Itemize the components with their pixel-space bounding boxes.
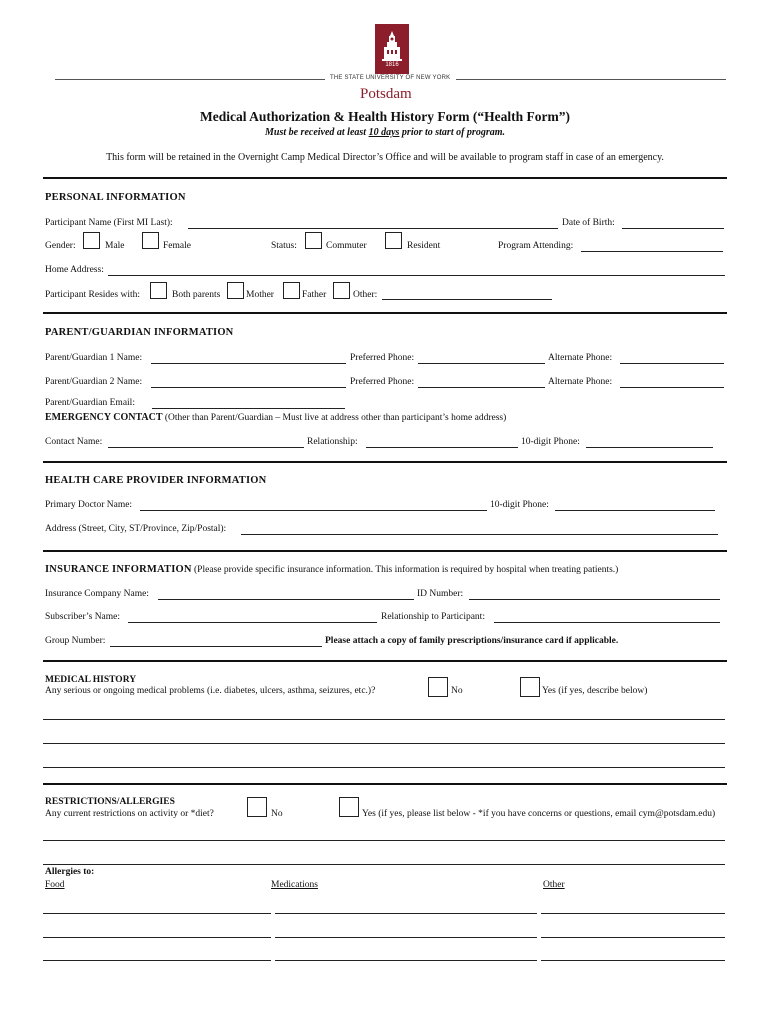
pg1-preferred-field[interactable] xyxy=(418,363,545,364)
pg2-preferred-label: Preferred Phone: xyxy=(350,377,415,387)
food-allergy-line[interactable] xyxy=(43,913,271,914)
id-number-field[interactable] xyxy=(469,599,720,600)
section-divider xyxy=(43,783,727,785)
male-checkbox[interactable] xyxy=(83,232,100,249)
insurance-note: (Please provide specific insurance information. This information is required by hospital when treating patients.) xyxy=(194,565,619,575)
commuter-label: Commuter xyxy=(326,241,367,251)
resident-label: Resident xyxy=(407,241,441,251)
medical-yes-checkbox[interactable] xyxy=(520,677,540,697)
medications-column-label: Medications xyxy=(271,880,318,890)
food-allergy-line[interactable] xyxy=(43,960,271,961)
provider-address-field[interactable] xyxy=(241,534,718,535)
medical-describe-line[interactable] xyxy=(43,767,725,768)
father-checkbox[interactable] xyxy=(283,282,300,299)
other-column-label: Other xyxy=(543,880,565,890)
participant-name-field[interactable] xyxy=(188,228,558,229)
restrictions-yes-label: Yes (if yes, please list below - *if you have concerns or questions, email cym@potsdam.edu) xyxy=(362,809,716,819)
attach-note: Please attach a copy of family prescriptions/insurance card if applicable. xyxy=(325,636,619,646)
subtitle-post: prior to start of program. xyxy=(399,127,505,138)
provider-heading: HEALTH CARE PROVIDER INFORMATION xyxy=(45,475,267,486)
pg1-preferred-label: Preferred Phone: xyxy=(350,353,415,363)
parent-heading: PARENT/GUARDIAN INFORMATION xyxy=(45,327,234,338)
restrictions-no-checkbox[interactable] xyxy=(247,797,267,817)
header-rule-left xyxy=(55,79,325,80)
other-allergy-line[interactable] xyxy=(541,960,725,961)
dob-label: Date of Birth: xyxy=(562,218,615,228)
other-label: Other: xyxy=(353,290,378,300)
medical-no-checkbox[interactable] xyxy=(428,677,448,697)
restrictions-yes-checkbox[interactable] xyxy=(339,797,359,817)
emergency-note: (Other than Parent/Guardian – Must live at address other than participant’s home address) xyxy=(164,413,507,423)
insurance-company-label: Insurance Company Name: xyxy=(45,589,149,599)
mother-checkbox[interactable] xyxy=(227,282,244,299)
resident-checkbox[interactable] xyxy=(385,232,402,249)
mother-label: Mother xyxy=(246,290,274,300)
contact-relationship-label: Relationship: xyxy=(307,437,358,447)
medical-describe-line[interactable] xyxy=(43,743,725,744)
other-field[interactable] xyxy=(382,299,552,300)
restrictions-describe-line[interactable] xyxy=(43,840,725,841)
commuter-checkbox[interactable] xyxy=(305,232,322,249)
pg1-label: Parent/Guardian 1 Name: xyxy=(45,353,143,363)
group-number-label: Group Number: xyxy=(45,636,106,646)
restrictions-question: Any current restrictions on activity or *diet? xyxy=(45,809,214,819)
section-divider xyxy=(43,550,727,552)
form-title: Medical Authorization & Health History Form (“Health Form”) xyxy=(199,109,571,124)
pg2-preferred-field[interactable] xyxy=(418,387,545,388)
emergency-heading-row xyxy=(45,412,506,423)
section-divider xyxy=(43,660,727,662)
personal-heading: PERSONAL INFORMATION xyxy=(45,192,186,203)
pg2-alternate-label: Alternate Phone: xyxy=(548,377,613,387)
subscriber-field[interactable] xyxy=(128,622,377,623)
medical-no-label: No xyxy=(451,686,463,696)
program-label: Program Attending: xyxy=(498,241,574,251)
home-address-label: Home Address: xyxy=(45,265,104,275)
food-column-label: Food xyxy=(45,880,65,890)
section-divider xyxy=(43,177,727,179)
campus-name: Potsdam xyxy=(360,86,412,102)
provider-address-label: Address (Street, City, ST/Province, Zip/Postal): xyxy=(45,524,227,534)
medical-heading: MEDICAL HISTORY xyxy=(45,675,137,685)
subtitle-days: 10 days xyxy=(368,127,400,138)
pg1-alternate-field[interactable] xyxy=(620,363,724,364)
other-allergy-line[interactable] xyxy=(541,913,725,914)
pg2-label: Parent/Guardian 2 Name: xyxy=(45,377,143,387)
retention-notice: This form will be retained in the Overnight Camp Medical Director’s Office and will be available to program staff in case of an emergency. xyxy=(106,152,664,163)
section-divider xyxy=(43,461,727,463)
pg1-alternate-label: Alternate Phone: xyxy=(548,353,613,363)
restrictions-heading: RESTRICTIONS/ALLERGIES xyxy=(45,797,175,807)
contact-phone-field[interactable] xyxy=(586,447,713,448)
university-name: THE STATE UNIVERSITY OF NEW YORK xyxy=(330,75,451,81)
restrictions-no-label: No xyxy=(271,809,283,819)
female-label: Female xyxy=(163,241,191,251)
pg-email-label: Parent/Guardian Email: xyxy=(45,398,135,408)
both-parents-label: Both parents xyxy=(172,290,221,300)
logo-year: 1816 xyxy=(385,62,399,68)
status-label: Status: xyxy=(271,241,297,251)
participant-name-label: Participant Name (First MI Last): xyxy=(45,218,173,228)
pg2-name-field[interactable] xyxy=(151,387,346,388)
pg-email-field[interactable] xyxy=(152,408,345,409)
other-allergy-line[interactable] xyxy=(541,937,725,938)
pg2-alternate-field[interactable] xyxy=(620,387,724,388)
contact-phone-label: 10-digit Phone: xyxy=(521,437,580,447)
other-checkbox[interactable] xyxy=(333,282,350,299)
home-address-field[interactable] xyxy=(108,275,725,276)
id-number-label: ID Number: xyxy=(417,589,464,599)
gender-label: Gender: xyxy=(45,241,76,251)
female-checkbox[interactable] xyxy=(142,232,159,249)
medication-allergy-line[interactable] xyxy=(275,937,537,938)
emergency-heading: EMERGENCY CONTACT xyxy=(45,412,163,423)
university-seal-logo xyxy=(375,24,409,74)
insurance-relationship-label: Relationship to Participant: xyxy=(381,612,485,622)
group-number-field[interactable] xyxy=(110,646,322,647)
program-field[interactable] xyxy=(581,251,723,252)
allergies-label: Allergies to: xyxy=(45,867,95,877)
subscriber-label: Subscriber’s Name: xyxy=(45,612,121,622)
medication-allergy-line[interactable] xyxy=(275,960,537,961)
insurance-company-field[interactable] xyxy=(158,599,414,600)
food-allergy-line[interactable] xyxy=(43,937,271,938)
both-parents-checkbox[interactable] xyxy=(150,282,167,299)
contact-name-label: Contact Name: xyxy=(45,437,103,447)
form-subtitle xyxy=(0,127,770,138)
medical-describe-line[interactable] xyxy=(43,719,725,720)
insurance-heading: INSURANCE INFORMATION xyxy=(45,564,192,575)
doctor-phone-label: 10-digit Phone: xyxy=(490,500,549,510)
father-label: Father xyxy=(302,290,327,300)
dob-field[interactable] xyxy=(622,228,724,229)
male-label: Male xyxy=(105,241,125,251)
pg1-name-field[interactable] xyxy=(151,363,346,364)
medical-yes-label: Yes (if yes, describe below) xyxy=(542,686,648,696)
doctor-phone-field[interactable] xyxy=(555,510,715,511)
medication-allergy-line[interactable] xyxy=(275,913,537,914)
header-rule-right xyxy=(456,79,726,80)
doctor-field[interactable] xyxy=(140,510,487,511)
insurance-relationship-field[interactable] xyxy=(494,622,720,623)
doctor-label: Primary Doctor Name: xyxy=(45,500,133,510)
restrictions-describe-line[interactable] xyxy=(43,864,725,865)
insurance-heading-row xyxy=(45,564,618,575)
medical-question: Any serious or ongoing medical problems (i.e. diabetes, ulcers, asthma, seizures, etc.)? xyxy=(45,686,376,696)
contact-relationship-field[interactable] xyxy=(366,447,518,448)
section-divider xyxy=(43,312,727,314)
contact-name-field[interactable] xyxy=(108,447,304,448)
subtitle-pre: Must be received at least xyxy=(264,127,369,138)
resides-label: Participant Resides with: xyxy=(45,290,140,300)
